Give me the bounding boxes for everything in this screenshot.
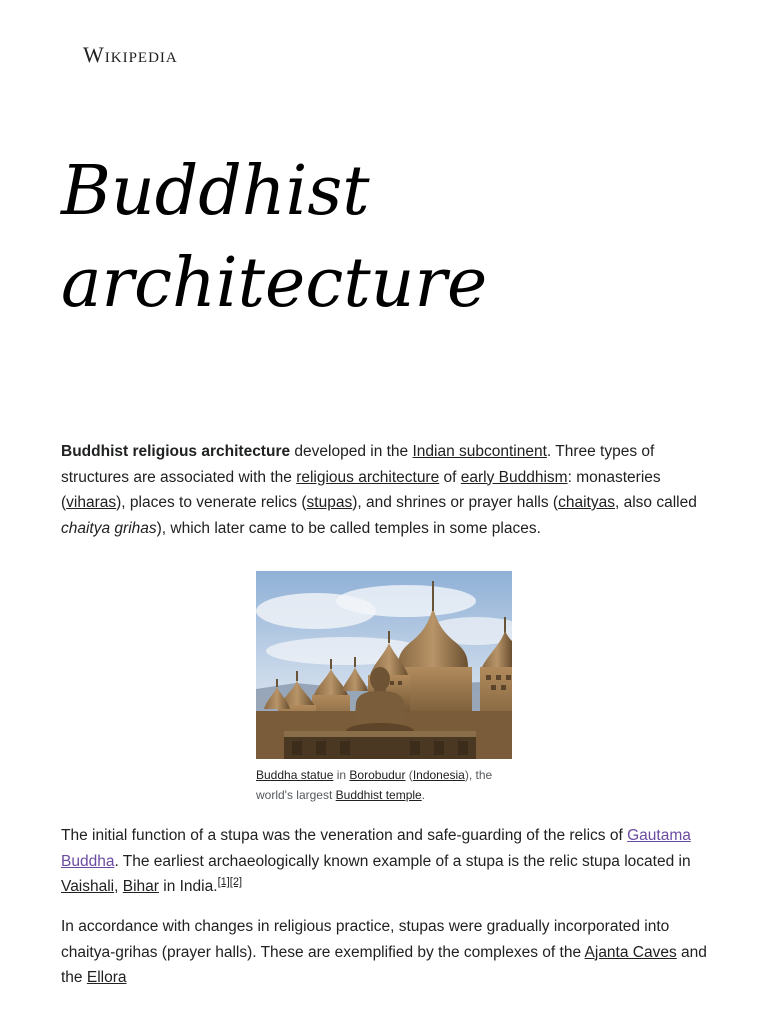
- link-indonesia[interactable]: Indonesia: [412, 768, 465, 782]
- link-vaishali[interactable]: Vaishali: [61, 878, 115, 895]
- text-run: of: [439, 468, 461, 486]
- link-stupas[interactable]: stupas: [306, 494, 353, 511]
- page-title: [61, 146, 487, 330]
- title-line-2: architecture: [61, 244, 488, 323]
- text-run: developed in the: [290, 443, 413, 460]
- text-run: In accordance with changes in religious practice, stupas were gradually incorporated into chaitya-grihas (prayer halls). These are exemplified by the complexes of the: [61, 918, 670, 961]
- text-run: and the: [61, 943, 707, 986]
- reference-marks: [218, 876, 242, 888]
- link-buddhist-temple[interactable]: Buddhist temple: [335, 788, 422, 802]
- text-run: ), places to venerate relics (: [116, 494, 307, 511]
- text-run: ,: [114, 878, 123, 895]
- text-run: ), and shrines or prayer halls (: [352, 494, 559, 511]
- text-run: The initial function of a stupa was the veneration and safe-guarding of the relics of: [61, 827, 628, 844]
- link-religious-architecture[interactable]: religious architecture: [296, 468, 440, 486]
- citation-1[interactable]: [1]: [217, 875, 230, 888]
- text-run: . Three types of structures are associated with the: [61, 443, 655, 486]
- link-buddha-statue[interactable]: Buddha statue: [256, 768, 334, 782]
- link-indian-subcontinent[interactable]: Indian subcontinent: [412, 443, 547, 460]
- citation-2[interactable]: [2]: [229, 875, 243, 888]
- link-borobudur[interactable]: Borobudur: [349, 768, 406, 782]
- link-ellora[interactable]: Ellora: [86, 969, 127, 986]
- text-run: , also called: [614, 494, 697, 511]
- link-chaityas[interactable]: chaityas: [558, 494, 615, 511]
- link-gautama-buddha[interactable]: Gautama Buddha: [61, 827, 691, 870]
- text-run: ), which later came to be called temples in some places.: [156, 519, 541, 537]
- borobudur-photo[interactable]: [256, 571, 512, 759]
- italic-term: chaitya grihas: [61, 519, 157, 537]
- figure-caption: [256, 765, 512, 805]
- text-run: .: [421, 788, 426, 802]
- text-run: . The earliest archaeologically known example of a stupa is the relic stupa located in: [114, 852, 691, 870]
- link-ajanta-caves[interactable]: Ajanta Caves: [584, 943, 677, 961]
- link-viharas[interactable]: viharas: [66, 494, 117, 511]
- link-bihar[interactable]: Bihar: [122, 878, 159, 895]
- text-run: in India.: [158, 878, 218, 895]
- intro-bold-term: Buddhist religious architecture: [61, 443, 291, 460]
- link-early-buddhism[interactable]: early Buddhism: [460, 468, 568, 486]
- figure: [256, 571, 512, 805]
- title-line-1: Buddhist: [61, 152, 370, 231]
- intro-paragraph: [61, 439, 711, 541]
- text-run: in: [333, 768, 350, 782]
- stupa-paragraph: [61, 823, 711, 900]
- text-run: ), the world's largest: [256, 768, 493, 802]
- text-run: (: [405, 768, 413, 782]
- text-run: : monasteries (: [61, 468, 661, 511]
- chaitya-paragraph: [61, 914, 711, 991]
- wikipedia-logo[interactable]: Wikipedia: [83, 42, 178, 67]
